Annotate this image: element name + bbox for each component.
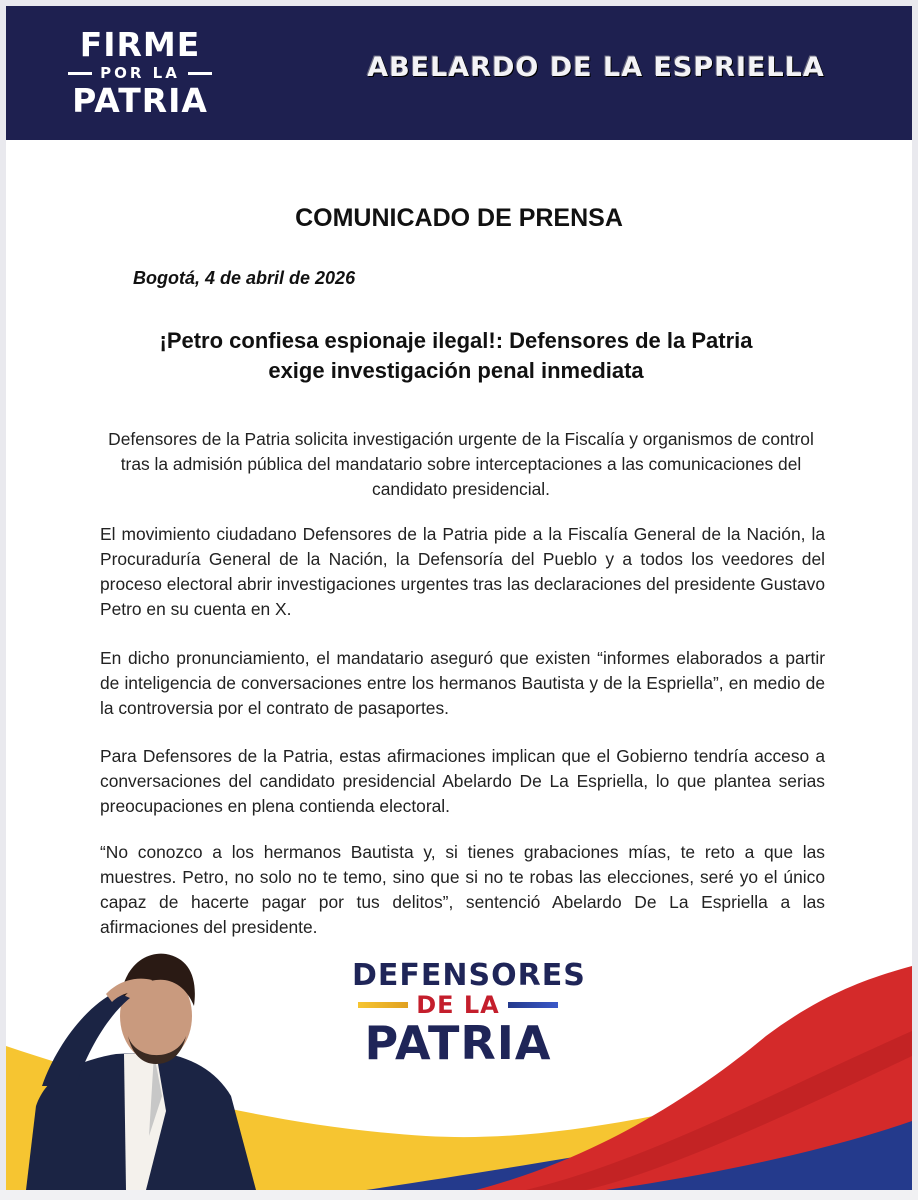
- subheadline: Defensores de la Patria solicita investigación urgente de la Fiscalía y organismos de control tras la admisión pública del mandatario sobre interceptaciones a las comunicaciones del candidato presidencial.: [108, 429, 814, 499]
- header-banner: [6, 6, 912, 140]
- brand-line-defensores: DEFENSORES: [352, 958, 586, 993]
- headline: [106, 326, 806, 386]
- brand-stripe-blue: [508, 1002, 558, 1008]
- firme-por-la-patria-logo: [50, 25, 230, 124]
- saluting-man-photo: [26, 954, 256, 1190]
- headline-line-2: exige investigación penal inmediata: [268, 358, 644, 383]
- body-paragraph-2: En dicho pronunciamiento, el mandatario aseguró que existen “informes elaborados a partir de inteligencia de conversaciones entre los hermanos Bautista y de la Espriella”, en medio de la controversia por el contrato de pasaportes.: [100, 648, 825, 718]
- headline-line-1: ¡Petro confiesa espionaje ilegal!: Defensores de la Patria: [159, 328, 753, 353]
- logo-rule-right: [188, 72, 212, 75]
- document-heading: COMUNICADO DE PRENSA: [295, 204, 623, 232]
- press-release-page: [6, 6, 912, 1190]
- body-paragraph-3: Para Defensores de la Patria, estas afirmaciones implican que el Gobierno tendría acceso a conversaciones del candidato presidencial Abelardo De La Espriella, lo que plantea serias preocupaciones en plena contienda electoral.: [100, 746, 825, 816]
- body-paragraph-1: El movimiento ciudadano Defensores de la Patria pide a la Fiscalía General de la Nación, la Procuraduría General de la Nación, la Defensoría del Pueblo y a todos los veedores del proceso electoral abrir investigaciones urgentes tras las declaraciones del presidente Gustavo Petro en su cuenta en X.: [100, 524, 826, 619]
- logo-line-firme: FIRME: [79, 25, 201, 64]
- body-paragraph-4: “No conozco a los hermanos Bautista y, si tienes grabaciones mías, te reto a que las muestres. Petro, no solo no te temo, sino que si no te robas las elecciones, seré yo el único capaz de hacerte pagar por tus delitos”, sentenció Abelardo De La Espriella a las afirmaciones del presidente.: [100, 842, 825, 937]
- bottom-edge: [0, 1190, 918, 1200]
- brand-stripe-yellow: [358, 1002, 408, 1008]
- brand-line-patria: PATRIA: [364, 1016, 552, 1070]
- logo-line-patria: PATRIA: [72, 81, 208, 120]
- logo-line-por-la: POR LA: [100, 64, 180, 82]
- logo-rule-left: [68, 72, 92, 75]
- candidate-name: ABELARDO DE LA ESPRIELLA: [367, 52, 825, 83]
- defensores-de-la-patria-logo: [352, 958, 586, 1070]
- brand-line-de-la: DE LA: [416, 991, 500, 1019]
- dateline: Bogotá, 4 de abril de 2026: [133, 268, 356, 288]
- brand-line-de-la-row: [352, 992, 564, 1018]
